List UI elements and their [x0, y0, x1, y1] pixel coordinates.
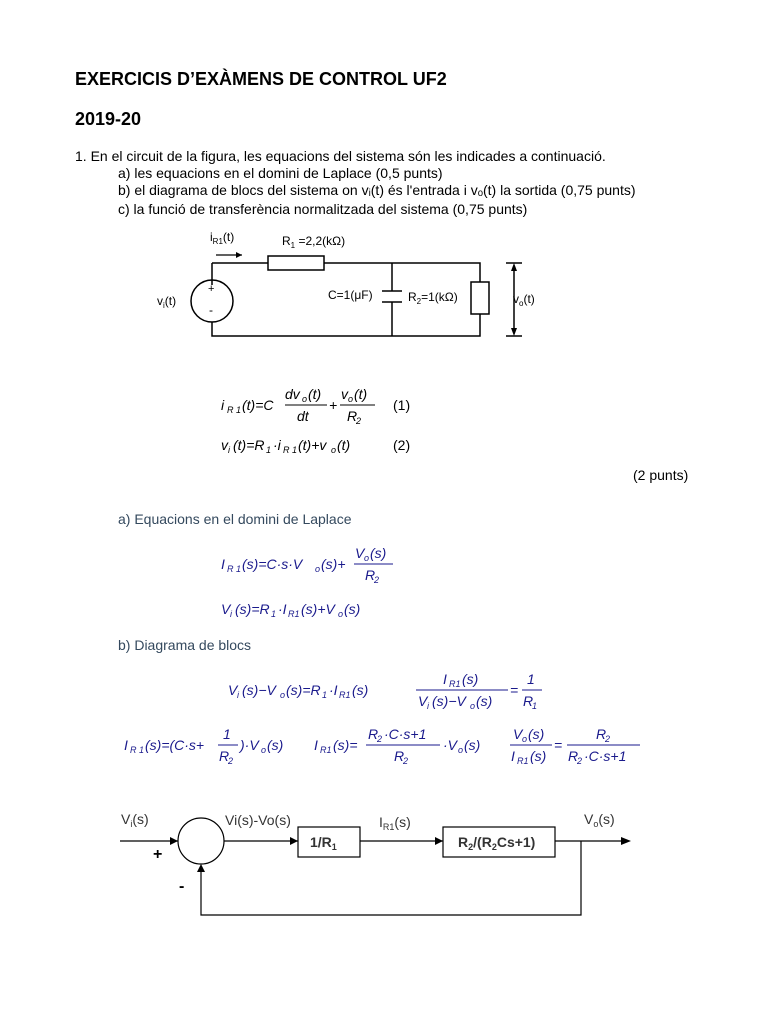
svg-text:(s): (s) [344, 601, 361, 617]
svg-text:+: + [329, 397, 338, 413]
svg-text:v: v [221, 437, 228, 453]
svg-text:i: i [221, 397, 225, 413]
source-plus: + [208, 283, 215, 295]
equation-1 [215, 383, 445, 431]
svg-text:(s): (s) [462, 671, 479, 687]
svg-text:(s): (s) [476, 693, 493, 709]
svg-text:I: I [221, 556, 225, 572]
svg-text:(s)+V: (s)+V [301, 601, 335, 617]
question-part-b: b) el diagrama de blocs del sistema on vᵢ(t) és l'entrada i vₒ(t) la sortida (0,75 punts) [118, 182, 636, 198]
circuit-diagram [140, 225, 560, 350]
svg-text:R 1: R 1 [130, 745, 145, 755]
svg-text:(s)=: (s)= [333, 737, 358, 753]
svg-text:2: 2 [228, 756, 234, 766]
eq1-number: (1) [393, 397, 411, 413]
laplace-equation-2 [215, 597, 415, 623]
svg-text:(s)−V: (s)−V [432, 693, 466, 709]
current-arrow [236, 252, 242, 258]
svg-text:(t)=C: (t)=C [242, 397, 274, 413]
svg-text:2: 2 [377, 734, 383, 744]
question-part-c: c) la funció de transferència normalitzada del sistema (0,75 punts) [118, 201, 528, 217]
svg-text:V: V [418, 693, 428, 709]
block-diagram [115, 805, 640, 920]
svg-text:1: 1 [266, 445, 272, 455]
svg-text:(t)=R: (t)=R [233, 437, 265, 453]
svg-text:R1: R1 [449, 679, 461, 689]
svg-text:R1: R1 [339, 690, 351, 700]
svg-text:2: 2 [356, 416, 362, 426]
svg-text:R: R [523, 693, 534, 709]
svg-text:R 1: R 1 [283, 445, 298, 455]
svg-text:·V: ·V [443, 737, 457, 753]
svg-text:(s): (s) [352, 682, 369, 698]
page-title: EXERCICIS D’EXÀMENS DE CONTROL UF2 [75, 69, 447, 89]
svg-text:o: o [280, 690, 286, 700]
svg-text:·I: ·I [329, 682, 338, 698]
svg-text:R: R [365, 567, 376, 583]
svg-text:(t): (t) [337, 437, 351, 453]
svg-text:V: V [513, 726, 523, 742]
feedback-arrow [197, 864, 205, 872]
svg-text:o: o [348, 394, 354, 404]
svg-text:R1: R1 [320, 745, 332, 755]
question-intro: 1. En el circuit de la figura, les equacions del sistema són les indicades a continuació. [75, 148, 606, 164]
vo-label: $v_o(t)$ [513, 292, 535, 308]
svg-text:·C·s+1: ·C·s+1 [384, 726, 427, 742]
svg-text:2: 2 [577, 756, 583, 766]
svg-text:(t)+v: (t)+v [298, 437, 327, 453]
r1-label: $R_1 =2,2(k\Omega)$ [282, 234, 346, 250]
vi-label: $v_i(t)$ [157, 294, 177, 310]
block-equation-row-2 [118, 723, 658, 771]
svg-text:·I: ·I [278, 601, 287, 617]
svg-text:o: o [470, 701, 476, 711]
svg-text:I: I [511, 748, 515, 764]
equation-2 [215, 432, 445, 460]
input-label: $V_i(s)$ [121, 811, 149, 829]
svg-text:o: o [338, 609, 344, 619]
svg-text:2: 2 [403, 756, 409, 766]
svg-text:o: o [522, 734, 528, 744]
svg-text:i: i [230, 609, 232, 619]
svg-text:R 1: R 1 [227, 405, 242, 415]
svg-text:i: i [237, 690, 239, 700]
svg-text:1: 1 [223, 726, 231, 742]
svg-text:R: R [394, 748, 405, 764]
svg-text:R: R [596, 726, 607, 742]
svg-text:R: R [568, 748, 579, 764]
svg-text:I: I [314, 737, 318, 753]
svg-text:(s): (s) [530, 748, 547, 764]
svg-text:R1: R1 [517, 756, 529, 766]
svg-text:=: = [510, 682, 519, 698]
svg-text:1: 1 [532, 701, 538, 711]
output-arrow [621, 837, 631, 845]
svg-text:·C·s+1: ·C·s+1 [584, 748, 627, 764]
output-label: $V_o(s)$ [584, 811, 615, 829]
svg-text:(s)−V: (s)−V [242, 682, 276, 698]
svg-text:1: 1 [322, 690, 328, 700]
summing-minus: - [179, 878, 185, 895]
svg-text:o: o [261, 745, 267, 755]
capacitor-label: C=1(μF) [328, 288, 373, 302]
svg-text:(t): (t) [308, 386, 322, 402]
svg-text:·i: ·i [273, 437, 281, 453]
block-equation-row-1 [220, 668, 560, 716]
svg-text:I: I [124, 737, 128, 753]
svg-text:(s)=(C·s+: (s)=(C·s+ [145, 737, 205, 753]
eq2-number: (2) [393, 437, 411, 453]
svg-text:o: o [364, 553, 370, 563]
svg-text:dv: dv [285, 386, 300, 402]
answer-a-heading: a) Equacions en el domini de Laplace [118, 511, 352, 527]
svg-text:(s): (s) [528, 726, 545, 742]
laplace-equation-1 [215, 542, 425, 590]
svg-text:o: o [331, 445, 337, 455]
svg-text:(s): (s) [370, 545, 387, 561]
svg-text:i: i [427, 701, 429, 711]
svg-text:(s)=R: (s)=R [235, 601, 270, 617]
mid-signal-label: $I_{R1}(s)$ [379, 814, 411, 832]
svg-text:R: R [368, 726, 379, 742]
svg-text:)·V: )·V [240, 737, 259, 753]
answer-b-heading: b) Diagrama de blocs [118, 637, 252, 653]
summing-junction [178, 818, 224, 864]
svg-text:2: 2 [374, 575, 380, 585]
svg-text:2: 2 [605, 734, 611, 744]
svg-text:(s): (s) [464, 737, 481, 753]
resistor-r2 [471, 282, 489, 314]
svg-text:v: v [341, 386, 348, 402]
svg-text:(s)=R: (s)=R [286, 682, 321, 698]
svg-text:V: V [221, 601, 231, 617]
svg-text:(s)+: (s)+ [321, 556, 346, 572]
svg-text:V: V [228, 682, 238, 698]
resistor-r1 [268, 256, 324, 270]
svg-text:o: o [315, 564, 321, 574]
points-label: (2 punts) [633, 467, 689, 483]
svg-text:R 1: R 1 [227, 564, 242, 574]
block-1-label: $1/R_1$ [310, 834, 337, 852]
svg-text:R1: R1 [288, 609, 300, 619]
svg-text:1: 1 [527, 671, 535, 687]
svg-text:(s): (s) [267, 737, 284, 753]
r2-label: $R_2=1(k\Omega)$ [408, 290, 458, 306]
svg-text:=: = [554, 737, 563, 753]
svg-text:i: i [228, 445, 230, 455]
svg-text:(t): (t) [354, 386, 368, 402]
svg-text:R: R [219, 748, 230, 764]
current-label: $i_{R1}(t)$ [210, 230, 235, 246]
summing-plus: + [153, 846, 163, 863]
source-minus: - [209, 303, 213, 317]
svg-text:o: o [458, 745, 464, 755]
question-part-a: a) les equacions en el domini de Laplace (0,5 punts) [118, 165, 443, 181]
year-heading: 2019-20 [75, 109, 142, 129]
svg-text:(s)=C·s·V: (s)=C·s·V [242, 556, 303, 572]
svg-text:R: R [347, 408, 358, 424]
block-2-label: $R_2/(R_2Cs+1)$ [458, 834, 536, 852]
svg-text:1: 1 [271, 609, 277, 619]
svg-text:V: V [355, 545, 365, 561]
error-label: Vi(s)-Vo(s) [225, 812, 291, 828]
svg-text:I: I [443, 671, 447, 687]
svg-text:o: o [302, 394, 308, 404]
svg-text:dt: dt [297, 408, 309, 424]
